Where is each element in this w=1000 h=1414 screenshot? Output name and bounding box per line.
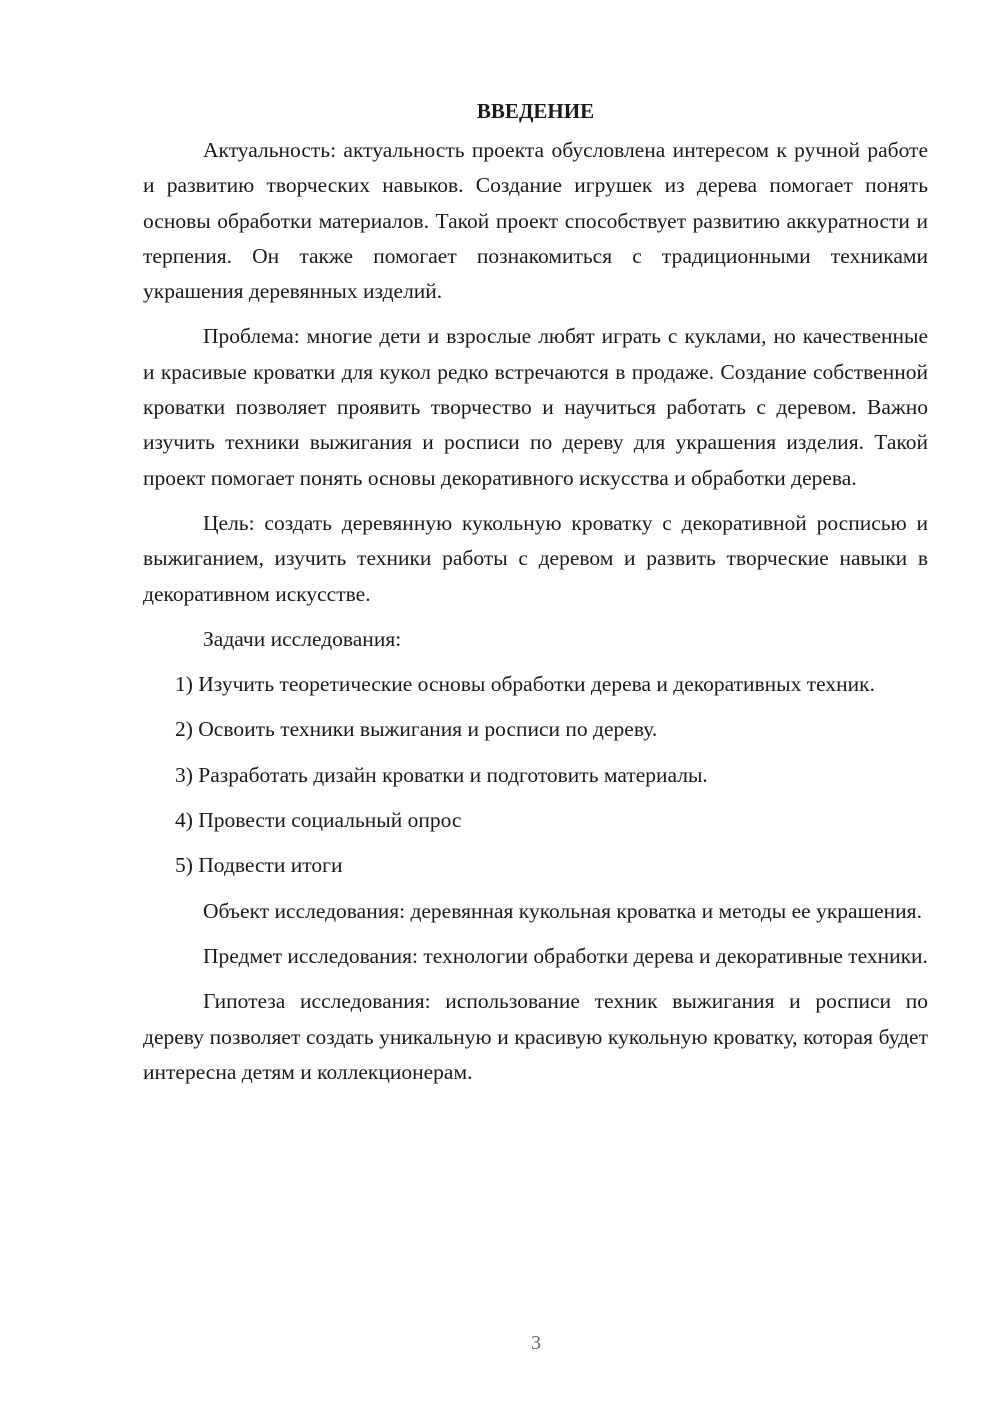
- paragraph-object: Объект исследования: деревянная кукольная кроватка и методы ее украшения.: [203, 898, 922, 923]
- paragraph-hypothesis: Гипотеза исследования: использование техник выжигания и росписи по дереву позволяет создать уникальную и красивую кукольную кроватку, которая будет интересна детям и коллекционерам.: [143, 989, 928, 1084]
- list-item: 3) Разработать дизайн кроватки и подготовить материалы.: [175, 762, 708, 787]
- paragraph-relevance: Актуальность: актуальность проекта обусловлена интересом к ручной работе и развитию творческих навыков. Создание игрушек из дерева помогает понять основы обработки материалов. Такой проект способствует развитию аккуратности и терпения. Он также помогает познакомиться с традиционными техниками украшения деревянных изделий.: [143, 138, 928, 304]
- page-number: 3: [531, 1332, 541, 1354]
- paragraph-goal: Цель: создать деревянную кукольную кроватку с декоративной росписью и выжиганием, изучить техники работы с деревом и развить творческие навыки в декоративном искусстве.: [143, 510, 928, 606]
- paragraph-problem: Проблема: многие дети и взрослые любят играть с куклами, но качественные и красивые кроватки для кукол редко встречаются в продаже. Создание собственной кроватки позволяет проявить творчество и научиться работать с деревом. Важно изучить техники выжигания и росписи по дереву для украшения изделия. Такой проект помогает понять основы декоративного искусства и обработки дерева.: [143, 324, 928, 490]
- list-item: 5) Подвести итоги: [175, 853, 343, 878]
- paragraph-subject: Предмет исследования: технологии обработки дерева и декоративные техники.: [203, 943, 928, 968]
- tasks-list: [143, 667, 928, 883]
- page-heading: ВВЕДЕНИЕ: [476, 99, 595, 123]
- tasks-label: Задачи исследования:: [203, 626, 402, 651]
- list-item: 1) Изучить теоретические основы обработки дерева и декоративных техник.: [175, 672, 875, 697]
- list-item: 4) Провести социальный опрос: [175, 808, 462, 833]
- list-item: 2) Освоить техники выжигания и росписи по дереву.: [175, 717, 658, 742]
- page-content: [143, 94, 928, 1100]
